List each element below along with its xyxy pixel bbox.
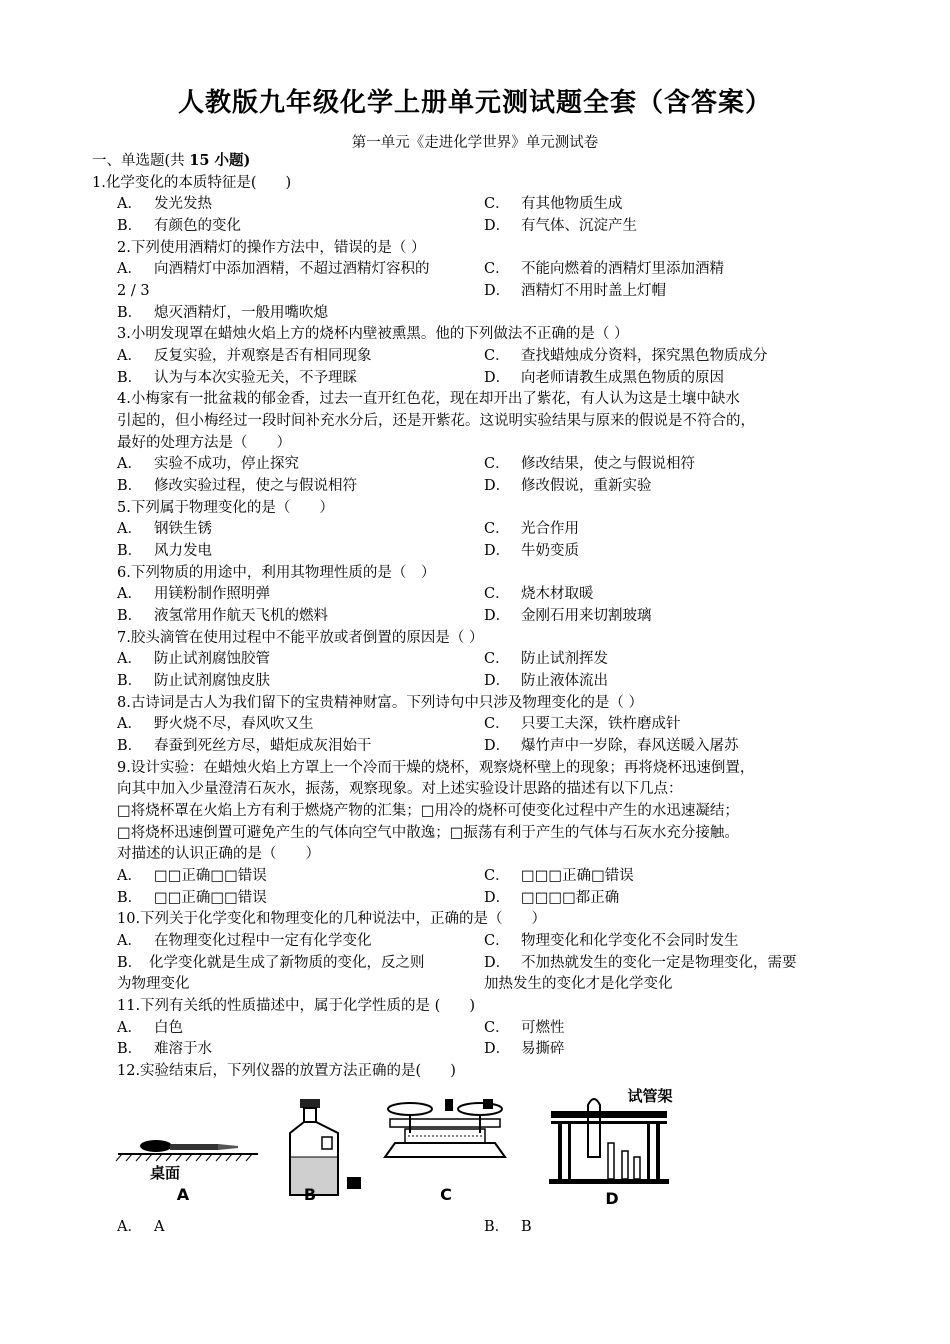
question-4-stem-line3: 最好的处理方法是（ ） [117,435,291,451]
q8-option-d: D． 爆竹声中一岁除，春风送暖入屠苏 [484,738,739,754]
question-4-stem-line2: 引起的，但小梅经过一段时间补充水分后，还是开紫花。这说明实验结果与原来的假说是不符合的， [117,413,755,429]
q4-option-d: D． 修改假说，重新实验 [484,478,652,494]
q7-option-b: B． 防止试剂腐蚀皮肤 [117,673,270,689]
q4-option-b: B． 修改实验过程，使之与假说相符 [117,478,357,494]
q7-option-c: C． 防止试剂挥发 [484,651,608,667]
q2-option-c: C． 不能向燃着的酒精灯里添加酒精 [484,261,724,277]
question-10-stem: 10.下列关于化学变化和物理变化的几种说法中，正确的是（ ） [117,911,547,927]
q9-option-b: B． □□正确□□错误 [117,890,267,906]
question-7-stem: 7.胶头滴管在使用过程中不能平放或者倒置的原因是（ ） [117,630,484,646]
q1-option-a: A． 发光发热 [117,196,212,212]
question-9-stem-line1: 9.设计实验：在蜡烛火焰上方罩上一个冷而干燥的烧杯，观察烧杯壁上的现象；再将烧杯迅速倒置， [117,760,755,776]
section-header: 一、单选题(共 15 小题) [92,152,251,169]
q1-option-d: D． 有气体、沉淀产生 [484,218,637,234]
document-title: 人教版九年级化学上册单元测试题全套（含答案） [177,88,772,118]
q2-option-a: A． 向酒精灯中添加酒精，不超过酒精灯容积的 [117,261,430,277]
q10-option-a: A． 在物理变化过程中一定有化学变化 [117,933,372,949]
question-9-stem-line4: □将烧杯迅速倒置可避免产生的气体向空气中散逸；□振荡有利于产生的气体与石灰水充分接触。 [117,825,739,841]
figure-a-table-label: 桌面 [149,1164,181,1182]
question-9-stem-line3: □将烧杯罩在火焰上方有利于燃烧产物的汇集；□用冷的烧杯可使变化过程中产生的水迅速凝结； [117,803,739,819]
q11-option-c: C． 可燃性 [484,1020,565,1036]
q7-option-d: D． 防止液体流出 [484,673,608,689]
figure-a-dropper-on-table [116,1140,258,1204]
q5-option-c: C． 光合作用 [484,521,579,537]
q3-option-c: C． 查找蜡烛成分资料，探究黑色物质成分 [484,348,768,364]
q9-option-c: C． □□□正确□错误 [484,868,634,884]
q10-option-b: B． 化学变化就是生成了新物质的变化，反之则 [117,955,425,971]
question-8-stem: 8.古诗词是古人为我们留下的宝贵精神财富。下列诗句中只涉及物理变化的是（ ） [117,695,643,711]
q4-option-a: A． 实验不成功，停止探究 [117,456,299,472]
question-9-stem-line5: 对描述的认识正确的是（ ） [117,846,320,862]
unit-subtitle: 第一单元《走进化学世界》单元测试卷 [351,135,599,151]
q8-option-a: A． 野火烧不尽，春风吹又生 [117,716,314,732]
q10-option-b-cont: 为物理变化 [117,976,190,992]
figure-c-letter: C [440,1185,452,1204]
q3-option-b: B． 认为与本次实验无关，不予理睬 [117,370,357,386]
figure-d-test-tube-rack [549,1087,673,1208]
question-1-stem: 1.化学变化的本质特征是( ) [92,175,292,191]
question-4-stem-line1: 4.小梅家有一批盆栽的郁金香，过去一直开红色花，现在却开出了紫花，有人认为这是土壤中缺水 [117,391,740,407]
q5-option-b: B． 风力发电 [117,543,212,559]
q12-option-b: B． B [484,1219,532,1235]
q1-option-b: B． 有颜色的变化 [117,218,241,234]
figure-d-letter: D [605,1189,619,1208]
question-5-stem: 5.下列属于物理变化的是（ ） [117,500,334,516]
q2-option-a-cont: 2 / 3 [117,283,150,299]
q8-option-b: B． 春蚕到死丝方尽，蜡炬成灰泪始干 [117,738,372,754]
q6-option-c: C． 烧木材取暖 [484,586,594,602]
q9-option-a: A． □□正确□□错误 [117,868,267,884]
q8-option-c: C． 只要工夫深，铁杵磨成针 [484,716,681,732]
q3-option-a: A． 反复实验，并观察是否有相同现象 [117,348,372,364]
lab-apparatus-figure [0,1085,950,1210]
q6-option-b: B． 液氢常用作航天飞机的燃料 [117,608,328,624]
q9-option-d: D． □□□□都正确 [484,890,620,906]
figure-b-reagent-bottle [290,1099,361,1204]
figure-c-balance [385,1099,505,1204]
q2-option-d: D． 酒精灯不用时盖上灯帽 [484,283,666,299]
q12-option-a: A． A [117,1219,165,1235]
q5-option-d: D． 牛奶变质 [484,543,579,559]
figure-a-letter: A [176,1185,190,1204]
figure-d-rack-label: 试管架 [627,1087,673,1105]
q4-option-c: C． 修改结果，使之与假说相符 [484,456,695,472]
q6-option-d: D． 金刚石用来切割玻璃 [484,608,652,624]
q10-option-d-cont: 加热发生的变化才是化学变化 [484,976,673,992]
q11-option-d: D． 易撕碎 [484,1041,565,1057]
question-12-stem: 12.实验结束后，下列仪器的放置方法正确的是( ) [117,1063,456,1079]
question-11-stem: 11.下列有关纸的性质描述中，属于化学性质的是 ( ) [117,998,475,1014]
q2-option-b: B． 熄灭酒精灯，一般用嘴吹熄 [117,305,328,321]
figure-b-letter: B [303,1185,317,1204]
q3-option-d: D． 向老师请教生成黑色物质的原因 [484,370,724,386]
q10-option-c: C． 物理变化和化学变化不会同时发生 [484,933,739,949]
question-6-stem: 6.下列物质的用途中，利用其物理性质的是（ ） [117,565,436,581]
q7-option-a: A． 防止试剂腐蚀胶管 [117,651,270,667]
q10-option-d: D． 不加热就发生的变化一定是物理变化，需要 [484,955,797,971]
question-9-stem-line2: 向其中加入少量澄清石灰水，振荡，观察现象。对上述实验设计思路的描述有以下几点： [117,781,683,797]
question-2-stem: 2.下列使用酒精灯的操作方法中，错误的是（ ） [117,240,426,256]
q11-option-b: B． 难溶于水 [117,1041,212,1057]
q1-option-c: C． 有其他物质生成 [484,196,623,212]
q6-option-a: A． 用镁粉制作照明弹 [117,586,270,602]
q11-option-a: A． 白色 [117,1020,183,1036]
q5-option-a: A． 钢铁生锈 [117,521,212,537]
question-3-stem: 3.小明发现罩在蜡烛火焰上方的烧杯内壁被熏黑。他的下列做法不正确的是（ ） [117,326,629,342]
